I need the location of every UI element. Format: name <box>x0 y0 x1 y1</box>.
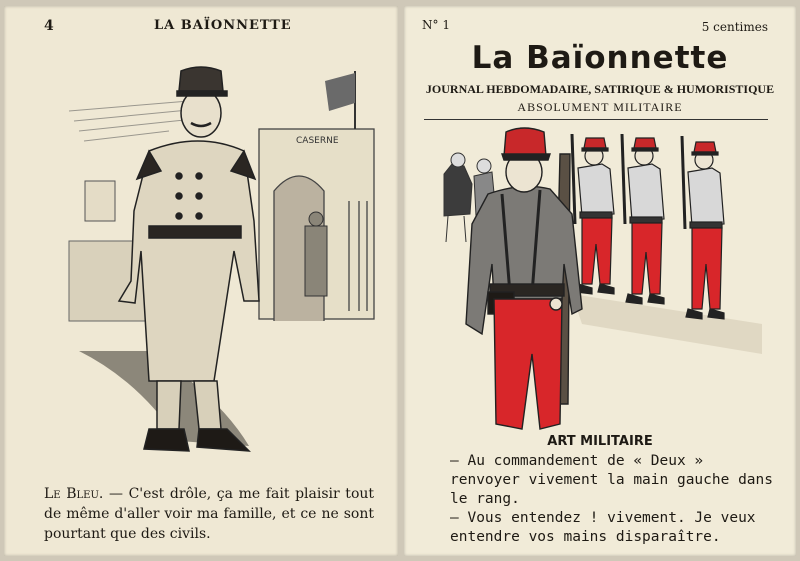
section-title: ART MILITAIRE <box>547 434 653 449</box>
article-paragraph-2: — Vous entendez ! vivement. Je veux entendre vos mains disparaître. <box>450 510 756 545</box>
illustration-soldier-on-leave <box>49 51 389 471</box>
left-caption <box>44 484 374 544</box>
article-body <box>450 452 780 547</box>
issue-number: N° 1 <box>422 18 450 32</box>
price: 5 centimes <box>701 20 768 34</box>
caption-speaker: Le Bleu. <box>44 486 104 502</box>
article-paragraph-1: — Au commandement de « Deux » renvoyer vivement la main gauche dans le rang. <box>450 453 774 507</box>
soldiers-in-rank <box>572 134 724 319</box>
caption-text: — C'est drôle, ça me fait plaisir tout de même d'aller voir ma famille, et ce ne sont pourtant que des civils. <box>44 486 375 542</box>
masthead-subtitle-military: ABSOLUMENT MILITAIRE <box>517 100 683 114</box>
page-number: 4 <box>44 18 54 34</box>
running-head: LA BAÏONNETTE <box>154 18 292 33</box>
illustration-military-drill <box>432 124 772 434</box>
masthead-title: La Baïonnette <box>471 40 729 76</box>
masthead-subtitle: JOURNAL HEBDOMADAIRE, SATIRIQUE & HUMORISTIQUE <box>425 82 775 96</box>
right-page <box>404 6 796 556</box>
caserne-sign: CASERNE <box>296 136 339 146</box>
left-page <box>4 6 398 556</box>
masthead-rule <box>424 119 768 120</box>
